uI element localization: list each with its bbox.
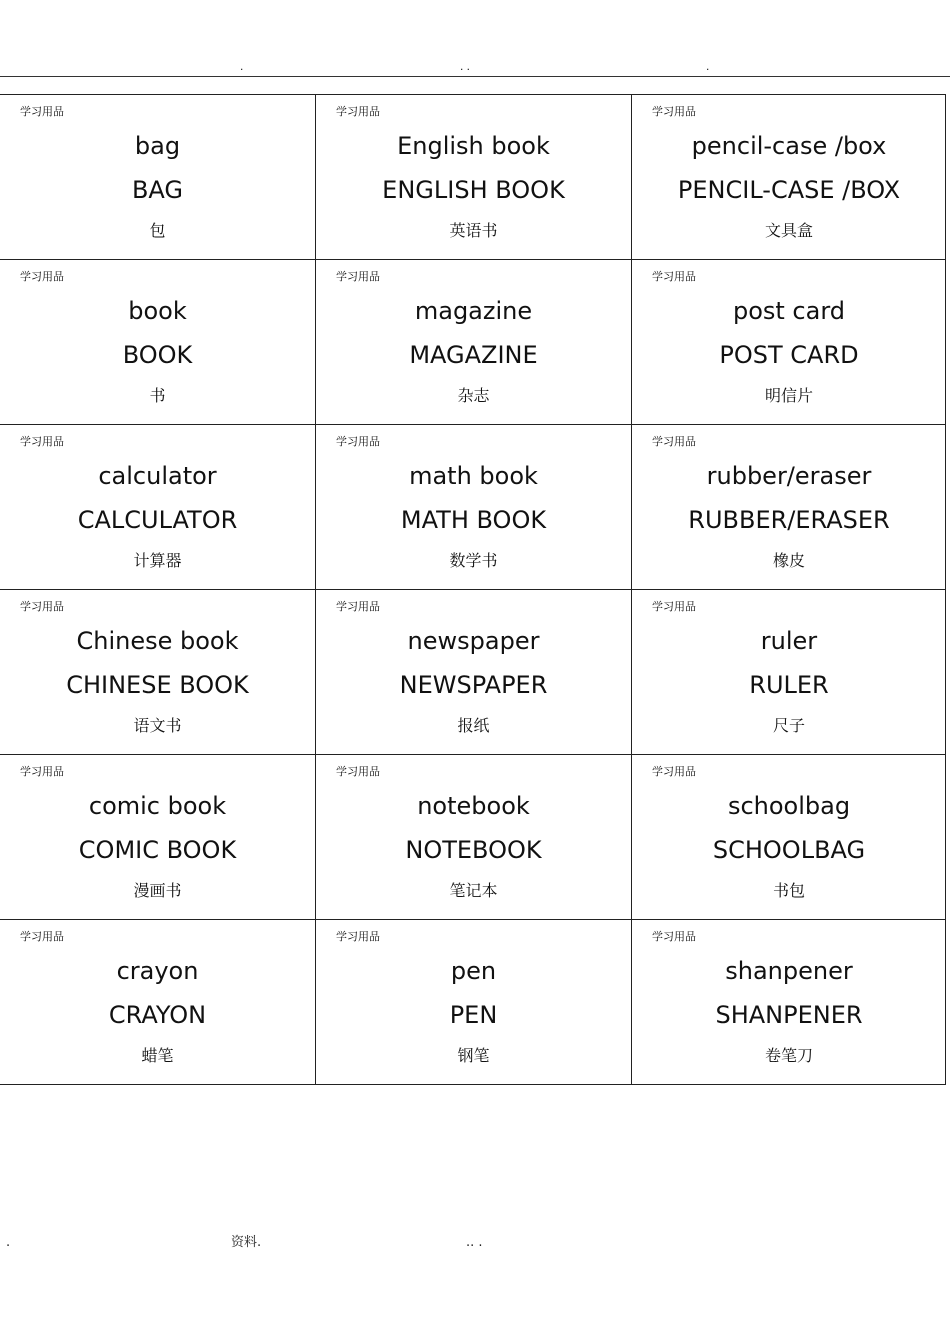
word-uppercase: MAGAZINE xyxy=(409,341,538,369)
word-uppercase: ENGLISH BOOK xyxy=(382,176,565,204)
word-uppercase: PENCIL-CASE /BOX xyxy=(677,176,901,204)
card-category-label: 学习用品 xyxy=(336,105,380,118)
word-lowercase: bag xyxy=(134,132,181,160)
word-uppercase: NEWSPAPER xyxy=(399,671,548,699)
word-lowercase: notebook xyxy=(417,792,530,820)
word-uppercase: CHINESE BOOK xyxy=(66,671,249,699)
flashcard xyxy=(315,425,631,590)
word-lowercase: rubber/eraser xyxy=(706,462,872,490)
card-category-label: 学习用品 xyxy=(336,930,380,943)
word-chinese: 漫画书 xyxy=(133,881,182,900)
word-chinese: 书包 xyxy=(772,881,805,900)
word-lowercase: magazine xyxy=(414,297,533,325)
card-category-label: 学习用品 xyxy=(20,435,64,448)
word-chinese: 报纸 xyxy=(457,716,490,735)
word-chinese: 笔记本 xyxy=(449,881,498,900)
flashcard xyxy=(315,95,631,260)
flashcard-grid xyxy=(0,94,946,1085)
word-chinese: 蜡笔 xyxy=(141,1046,174,1065)
header-rule xyxy=(0,76,950,77)
flashcard xyxy=(631,425,946,590)
word-chinese: 明信片 xyxy=(764,386,813,405)
card-category-label: 学习用品 xyxy=(652,105,696,118)
card-category-label: 学习用品 xyxy=(652,930,696,943)
header-mark-3: . xyxy=(706,59,710,73)
flashcard xyxy=(0,755,315,920)
word-lowercase: calculator xyxy=(98,462,217,490)
flashcard xyxy=(631,260,946,425)
word-uppercase: CRAYON xyxy=(108,1001,207,1029)
word-uppercase: CALCULATOR xyxy=(77,506,238,534)
word-chinese: 尺子 xyxy=(772,716,805,735)
word-uppercase: SHANPENER xyxy=(715,1001,863,1029)
word-lowercase: math book xyxy=(409,462,538,490)
word-lowercase: ruler xyxy=(760,627,818,655)
word-chinese: 卷笔刀 xyxy=(764,1046,813,1065)
footer-left-mark: . xyxy=(6,1235,11,1250)
word-uppercase: SCHOOLBAG xyxy=(712,836,866,864)
header-mark-2: . . xyxy=(460,59,471,73)
footer-right-mark: .. . xyxy=(466,1235,483,1250)
flashcard xyxy=(631,920,946,1085)
word-uppercase: COMIC BOOK xyxy=(78,836,237,864)
word-uppercase: MATH BOOK xyxy=(400,506,547,534)
flashcard xyxy=(631,755,946,920)
card-category-label: 学习用品 xyxy=(336,270,380,283)
card-category-label: 学习用品 xyxy=(652,435,696,448)
word-chinese: 钢笔 xyxy=(457,1046,490,1065)
card-category-label: 学习用品 xyxy=(652,270,696,283)
card-category-label: 学习用品 xyxy=(336,765,380,778)
card-category-label: 学习用品 xyxy=(20,270,64,283)
word-lowercase: newspaper xyxy=(407,627,540,655)
word-chinese: 杂志 xyxy=(457,386,490,405)
word-lowercase: English book xyxy=(397,132,550,160)
word-lowercase: post card xyxy=(732,297,846,325)
flashcard xyxy=(315,755,631,920)
footer-center-text: 资料. xyxy=(231,1235,262,1250)
word-lowercase: schoolbag xyxy=(727,792,851,820)
card-category-label: 学习用品 xyxy=(652,600,696,613)
card-category-label: 学习用品 xyxy=(336,435,380,448)
flashcard xyxy=(315,920,631,1085)
word-chinese: 书 xyxy=(149,386,166,405)
word-chinese: 英语书 xyxy=(449,221,498,240)
word-uppercase: POST CARD xyxy=(719,341,859,369)
flashcard xyxy=(0,590,315,755)
word-lowercase: comic book xyxy=(88,792,227,820)
word-chinese: 橡皮 xyxy=(772,551,805,570)
word-uppercase: BAG xyxy=(131,176,184,204)
word-uppercase: RUBBER/ERASER xyxy=(688,506,890,534)
flashcard xyxy=(0,95,315,260)
flashcard xyxy=(0,425,315,590)
word-uppercase: RULER xyxy=(749,671,829,699)
flashcard xyxy=(0,260,315,425)
flashcard xyxy=(0,920,315,1085)
card-category-label: 学习用品 xyxy=(20,600,64,613)
word-chinese: 包 xyxy=(149,221,166,240)
word-uppercase: NOTEBOOK xyxy=(405,836,542,864)
flashcard xyxy=(315,260,631,425)
card-category-label: 学习用品 xyxy=(652,765,696,778)
word-lowercase: pencil-case /box xyxy=(691,132,887,160)
word-chinese: 计算器 xyxy=(133,551,182,570)
word-lowercase: book xyxy=(128,297,187,325)
card-category-label: 学习用品 xyxy=(20,765,64,778)
word-lowercase: crayon xyxy=(116,957,199,985)
word-uppercase: PEN xyxy=(449,1001,498,1029)
card-category-label: 学习用品 xyxy=(20,105,64,118)
word-chinese: 语文书 xyxy=(133,716,182,735)
flashcard xyxy=(631,590,946,755)
word-lowercase: shanpener xyxy=(725,957,853,985)
word-uppercase: BOOK xyxy=(122,341,193,369)
flashcard xyxy=(631,95,946,260)
header-mark-1: . xyxy=(240,59,244,73)
word-lowercase: pen xyxy=(450,957,497,985)
word-chinese: 数学书 xyxy=(449,551,498,570)
card-category-label: 学习用品 xyxy=(336,600,380,613)
card-category-label: 学习用品 xyxy=(20,930,64,943)
flashcard xyxy=(315,590,631,755)
word-lowercase: Chinese book xyxy=(76,627,239,655)
word-chinese: 文具盒 xyxy=(764,221,813,240)
